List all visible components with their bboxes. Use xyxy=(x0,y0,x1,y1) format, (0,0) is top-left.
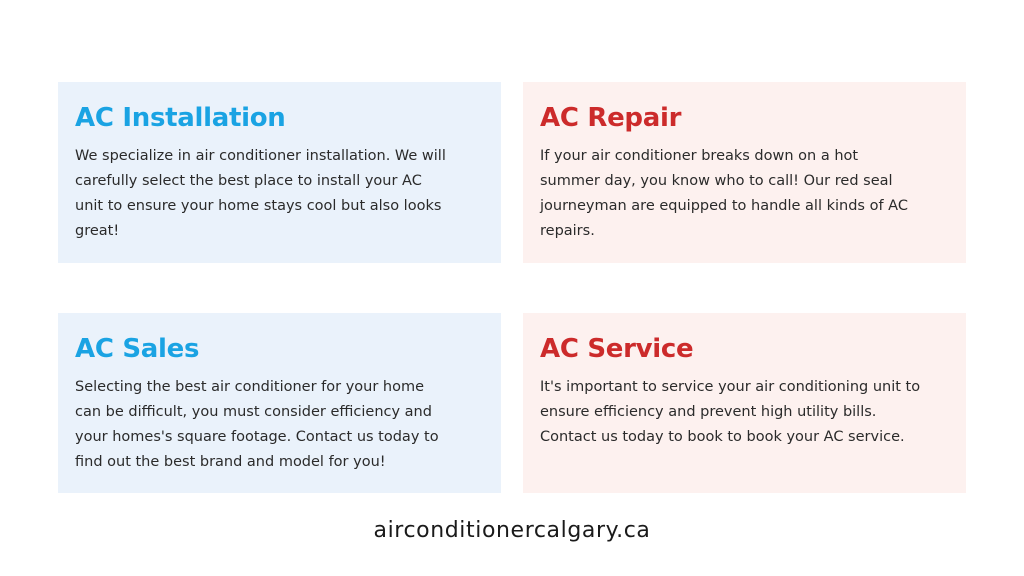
card-title: AC Sales xyxy=(75,334,200,364)
card-title: AC Service xyxy=(540,334,694,364)
card-ac-repair xyxy=(523,82,966,263)
card-description: Selecting the best air conditioner for your home can be difficult, you must consider efficiency and your homes's square footage. Contact us today to find out the best brand and model for you! xyxy=(75,379,439,470)
card-description: It's important to service your air conditioning unit to ensure efficiency and prevent high utility bills. Contact us today to book to book your AC service. xyxy=(540,379,921,445)
website-url[interactable]: airconditionercalgary.ca xyxy=(373,518,651,543)
card-description: We specialize in air conditioner installation. We will carefully select the best place to install your AC unit to ensure your home stays cool but also looks great! xyxy=(75,148,446,239)
card-title: AC Installation xyxy=(75,103,286,133)
card-ac-service xyxy=(523,313,966,493)
card-description: If your air conditioner breaks down on a hot summer day, you know who to call! Our red seal journeyman are equipped to handle all kinds of AC repairs. xyxy=(540,148,908,239)
card-title: AC Repair xyxy=(540,103,682,133)
card-ac-installation xyxy=(58,82,501,263)
card-ac-sales xyxy=(58,313,501,493)
